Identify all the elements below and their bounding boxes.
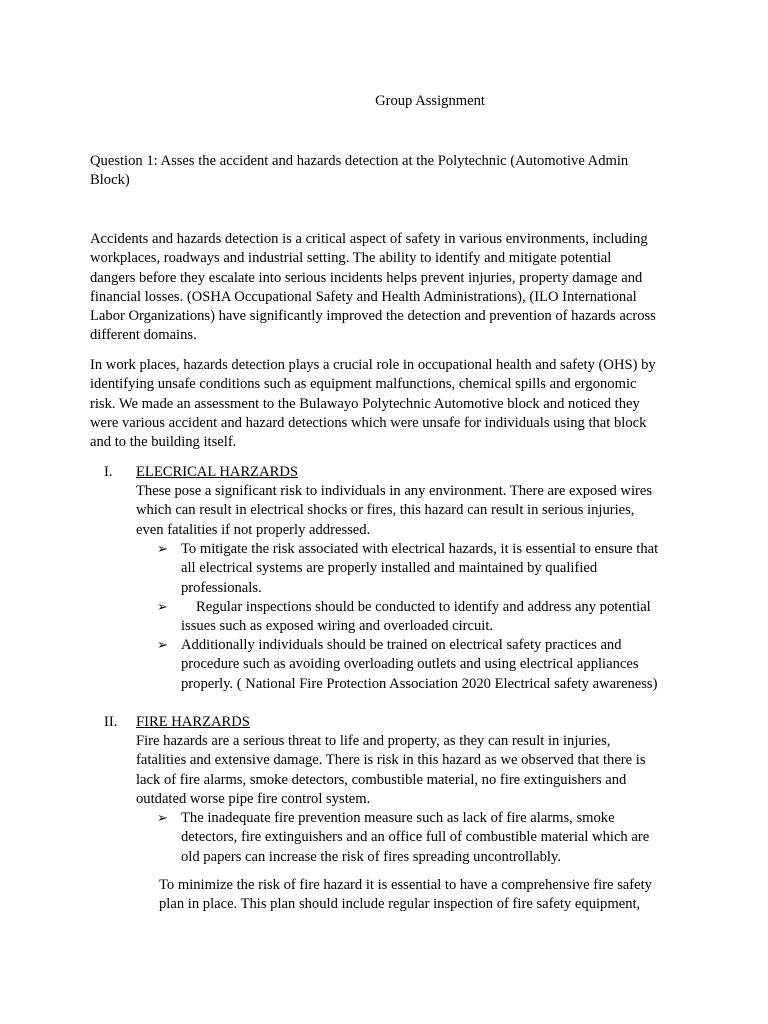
- text-line: Fire hazards are a serious threat to life and property, as they can result in injuries,: [136, 733, 611, 749]
- text-line: identifying unsafe conditions such as equipment malfunctions, chemical spills and ergonomic: [90, 376, 637, 393]
- bullet-arrow-icon: ➢: [157, 542, 168, 557]
- text-line: Regular inspections should be conducted to identify and address any potential: [196, 599, 651, 615]
- text-line: procedure such as avoiding overloading outlets and using electrical appliances: [181, 656, 639, 673]
- text-line: properly. ( National Fire Protection Association 2020 Electrical safety awareness): [181, 675, 658, 692]
- text-line: lack of fire alarms, smoke detectors, combustible material, no fire extinguishers and: [136, 771, 627, 788]
- text-line: Labor Organizations) have significantly improved the detection and prevention of hazards across: [90, 308, 656, 325]
- text-line: plan in place. This plan should include regular inspection of fire safety equipment,: [159, 896, 641, 913]
- text-line: professionals.: [181, 579, 262, 596]
- text-line: were various accident and hazard detections which were unsafe for individuals using that block: [90, 414, 647, 431]
- bullet-arrow-icon: ➢: [157, 638, 168, 653]
- section-body: [136, 732, 691, 809]
- text-line: and to the building itself.: [90, 434, 237, 451]
- bullet-item: [181, 809, 681, 867]
- bullet-arrow-icon: ➢: [157, 811, 168, 826]
- text-line: even fatalities if not properly addressed.: [136, 521, 371, 538]
- section-number: I.: [104, 464, 113, 480]
- text-line: all electrical systems are properly installed and maintained by qualified: [181, 560, 598, 577]
- section-number: II.: [104, 714, 118, 730]
- text-line: These pose a significant risk to individuals in any environment. There are exposed wires: [136, 483, 653, 499]
- text-line: fatalities and extensive damage. There is risk in this hazard as we observed that there is: [136, 752, 646, 769]
- intro-paragraph: [90, 230, 685, 346]
- text-line: To minimize the risk of fire hazard it is essential to have a comprehensive fire safety: [159, 877, 652, 893]
- bullet-item: [181, 636, 681, 694]
- text-line: To mitigate the risk associated with electrical hazards, it is essential to ensure that: [181, 541, 659, 557]
- text-line: financial losses. (OSHA Occupational Safety and Health Administrations), (ILO International: [90, 288, 637, 305]
- question-line: Block): [90, 172, 130, 189]
- text-line: which can result in electrical shocks or fires, this hazard can result in serious injuries,: [136, 502, 635, 519]
- text-line: issues such as exposed wiring and overloaded circuit.: [181, 618, 494, 635]
- text-line: dangers before they escalate into serious incidents helps prevent injuries, property damage and: [90, 269, 643, 286]
- text-line: Additionally individuals should be trained on electrical safety practices and: [181, 637, 622, 653]
- text-line: outdated worse pipe fire control system.: [136, 790, 371, 807]
- text-line: detectors, fire extinguishers and an office full of combustible material which are: [181, 829, 650, 846]
- text-line: The inadequate fire prevention measure such as lack of fire alarms, smoke: [181, 810, 615, 826]
- bullet-item: [181, 540, 681, 598]
- text-line: workplaces, roadways and industrial setting. The ability to identify and mitigate potential: [90, 250, 612, 267]
- text-line: Accidents and hazards detection is a critical aspect of safety in various environments, including: [90, 231, 648, 247]
- section-heading-electrical: ELECRICAL HARZARDS: [136, 464, 299, 480]
- section-body: [136, 482, 691, 540]
- fire-safety-paragraph: [159, 876, 679, 915]
- text-line: In work places, hazards detection plays a crucial role in occupational health and safety (OHS) by: [90, 357, 656, 373]
- section-heading-fire: FIRE HARZARDS: [136, 714, 250, 730]
- bullet-item: [181, 598, 681, 637]
- workplace-paragraph: [90, 356, 685, 452]
- question-line: Question 1: Asses the accident and hazards detection at the Polytechnic (Automotive Admin: [90, 153, 629, 169]
- bullet-arrow-icon: ➢: [157, 600, 168, 615]
- text-line: old papers can increase the risk of fires spreading uncontrollably.: [181, 848, 561, 865]
- text-line: different domains.: [90, 327, 197, 344]
- question-heading: [90, 152, 680, 191]
- text-line: risk. We made an assessment to the Bulawayo Polytechnic Automotive block and noticed they: [90, 395, 640, 412]
- document-title: Group Assignment: [375, 93, 485, 109]
